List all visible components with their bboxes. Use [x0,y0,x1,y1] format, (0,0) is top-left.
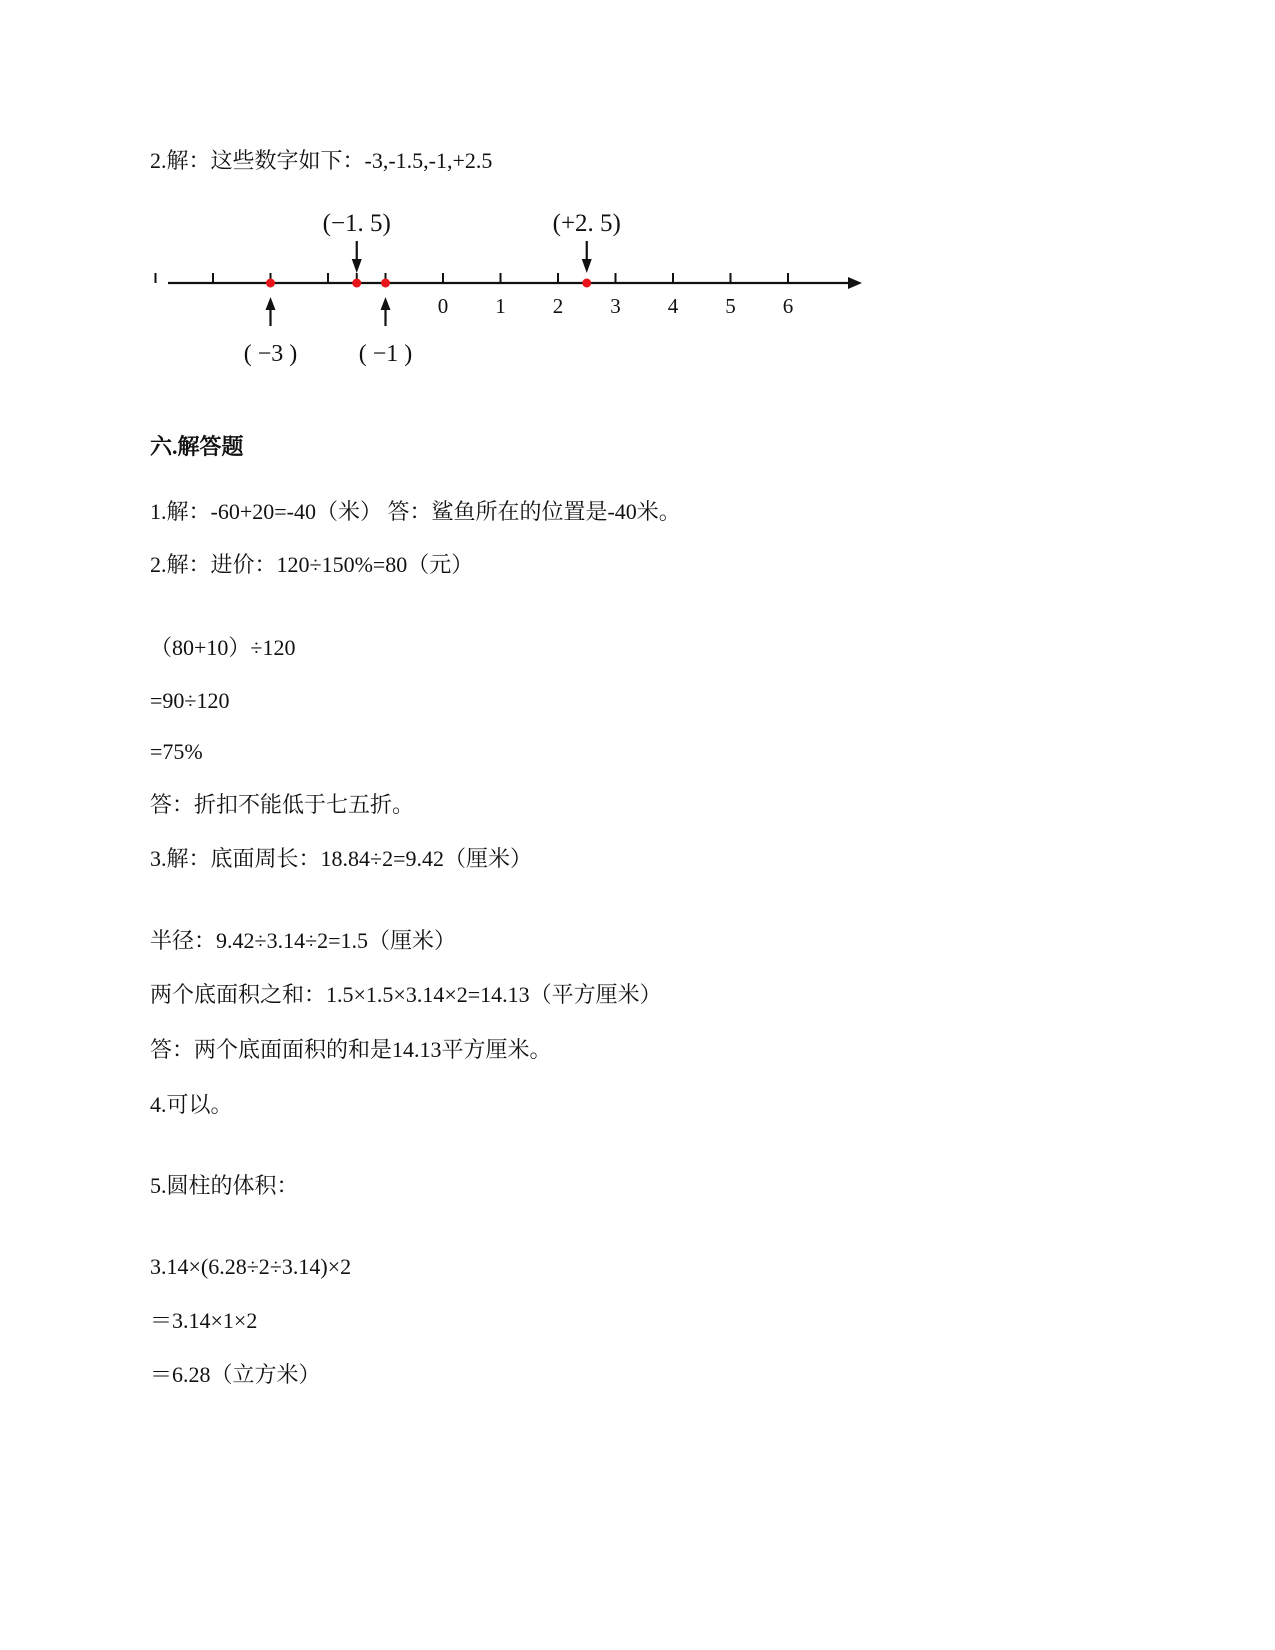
tick-label: 2 [552,294,564,318]
answer-line: 半径：9.42÷3.14÷2=1.5（厘米） [150,928,457,953]
point-label: ( −3 ) [243,341,298,367]
tick-label: 6 [782,294,794,318]
answer-line: 答：两个底面面积的和是14.13平方厘米。 [150,1037,552,1062]
point-marker [582,279,591,288]
answer-line: =75% [150,739,203,764]
point-label: (+2. 5) [552,210,621,237]
answer-line: ＝3.14×1×2 [150,1308,258,1333]
axis-arrowhead [848,277,862,289]
answer-line: 5.圆柱的体积： [150,1173,299,1198]
answer-line: 1.解：-60+20=-40（米） 答：鲨鱼所在的位置是-40米。 [150,499,681,524]
answer-line: 3.14×(6.28÷2÷3.14)×2 [150,1254,352,1279]
section-heading: 六.解答题 [150,434,244,459]
answer-line: 3.解：底面周长：18.84÷2=9.42（厘米） [150,846,532,871]
point-marker [352,279,361,288]
answer-line: 4.可以。 [150,1092,233,1117]
number-line-figure [0,200,900,390]
number-line-ticks [156,273,789,283]
point-marker [381,279,390,288]
answer-line: 2.解：进价：120÷150%=80（元） [150,552,474,577]
number-line-tick-labels [438,294,794,318]
point-marker [266,279,275,288]
answer-line: （80+10）÷120 [150,635,296,660]
answer-line: 两个底面积之和：1.5×1.5×3.14×2=14.13（平方厘米） [150,982,662,1007]
answer-line: 答：折扣不能低于七五折。 [150,792,415,817]
number-line-points [244,210,621,367]
answer-line: =90÷120 [150,688,230,713]
tick-label: 3 [610,294,621,318]
point-label: ( −1 ) [358,341,413,367]
tick-label: 4 [667,294,679,318]
point-arrowhead [352,259,362,273]
tick-label: 1 [495,294,506,318]
point-arrowhead [582,259,592,273]
point-arrowhead [381,297,391,310]
point-label: (−1. 5) [322,210,391,237]
tick-label: 5 [725,294,736,318]
answer-line-q2: 2.解：这些数字如下：-3,-1.5,-1,+2.5 [150,148,493,173]
point-arrowhead [266,297,276,310]
answer-line: ＝6.28（立方米） [150,1362,321,1387]
tick-label: 0 [437,294,449,318]
